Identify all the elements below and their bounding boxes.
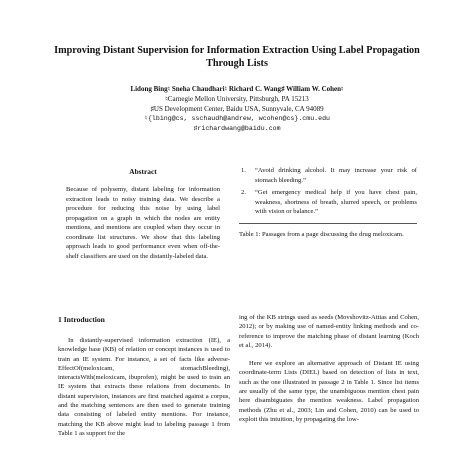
intro-heading: 1 Introduction bbox=[58, 315, 105, 324]
passage-list bbox=[239, 166, 417, 217]
right-column-text bbox=[239, 313, 419, 433]
abstract-body: Because of polysemy, distant labeling for information extraction leads to noisy training data. We describe a procedure for reducing this noise by using label propagation on a graph in which the nodes are entity mentions, and mentions are coupled when they occur in coordinate list structures. We show that this labeling approach leads to good performance even when off-the-shelf classifiers are used on the distantly-labeled data. bbox=[66, 186, 220, 260]
passage-text: “Get emergency medical help if you have chest pain, weakness, shortness of breath, slurred speech, or problems with vision or balance.” bbox=[255, 189, 417, 215]
affiliation-2: ♯US Development Center, Baidu USA, Sunnyvale, CA 94089 bbox=[150, 105, 324, 113]
passage-item-2 bbox=[239, 188, 417, 217]
author-block bbox=[40, 84, 434, 134]
abstract-section bbox=[58, 166, 228, 261]
right-paragraph-2: Here we explore an alternative approach of Distant IE using coordinate-term Lists (DIEL) based on detection of lists in text, such as the one illustrated in passage 2 in Table 1. Since list items are usually of the same type, the unambiguous mention chest pain here disambiguates the mention weakness. Label propagation methods (Zhu et al., 2003; Lin and Cohen, 2010) can be used to exploit this intuition, by propagating the low- bbox=[239, 360, 419, 423]
table-caption: Table 1: Passages from a page discussing the drug meloxicam. bbox=[239, 230, 404, 238]
passage-item-1 bbox=[239, 166, 417, 185]
passage-number: 2. bbox=[241, 189, 246, 196]
email-line-1: ♮{lbing@cs, sschaudh@andrew, wcohen@cs}.cmu.edu bbox=[144, 115, 330, 122]
right-paragraph-1: ing of the KB strings used as seeds (Movshovitz-Attias and Cohen, 2012); or by making use of named-entity linking methods and co-reference to improve the matching phase of distant learning (Koch et al., 2014). bbox=[239, 314, 419, 349]
abstract-heading: Abstract bbox=[129, 167, 157, 176]
affiliation-1: ♮Carnegie Mellon University, Pittsburgh, PA 15213 bbox=[165, 95, 309, 103]
intro-paragraph: In distantly-supervised information extraction (IE), a knowledge base (KB) of relation or concept instances is used to train an IE system. For instance, a set of facts like adverse-EffectOf(meloxicam, stomachBleeding), interactsWith(meloxicam, ibuprofen), might be used to train an IE system that extracts these relations from documents. In distant supervision, instances are first matched against a corpus, and the matching sentences are then used to generate training data consisting of labeled entity mentions. For instance, matching the KB above might lead to labeling passage 1 from Table 1 as support for the bbox=[58, 337, 230, 437]
email-line-2: ♯richardwang@baidu.com bbox=[193, 125, 281, 132]
table-1-figure bbox=[239, 166, 417, 239]
table-divider bbox=[239, 223, 417, 224]
paper-title: Improving Distant Supervision for Information Extraction Using Label Propagation Through Lists bbox=[54, 45, 420, 69]
intro-body bbox=[58, 336, 230, 440]
author-names: Lidong Bing♮ Sneha Chaudhari♮ Richard C. Wang♯ William W. Cohen♮ bbox=[130, 85, 344, 93]
passage-number: 1. bbox=[241, 167, 246, 174]
passage-text: “Avoid drinking alcohol. It may increase your risk of stomach bleeding.” bbox=[255, 167, 417, 184]
